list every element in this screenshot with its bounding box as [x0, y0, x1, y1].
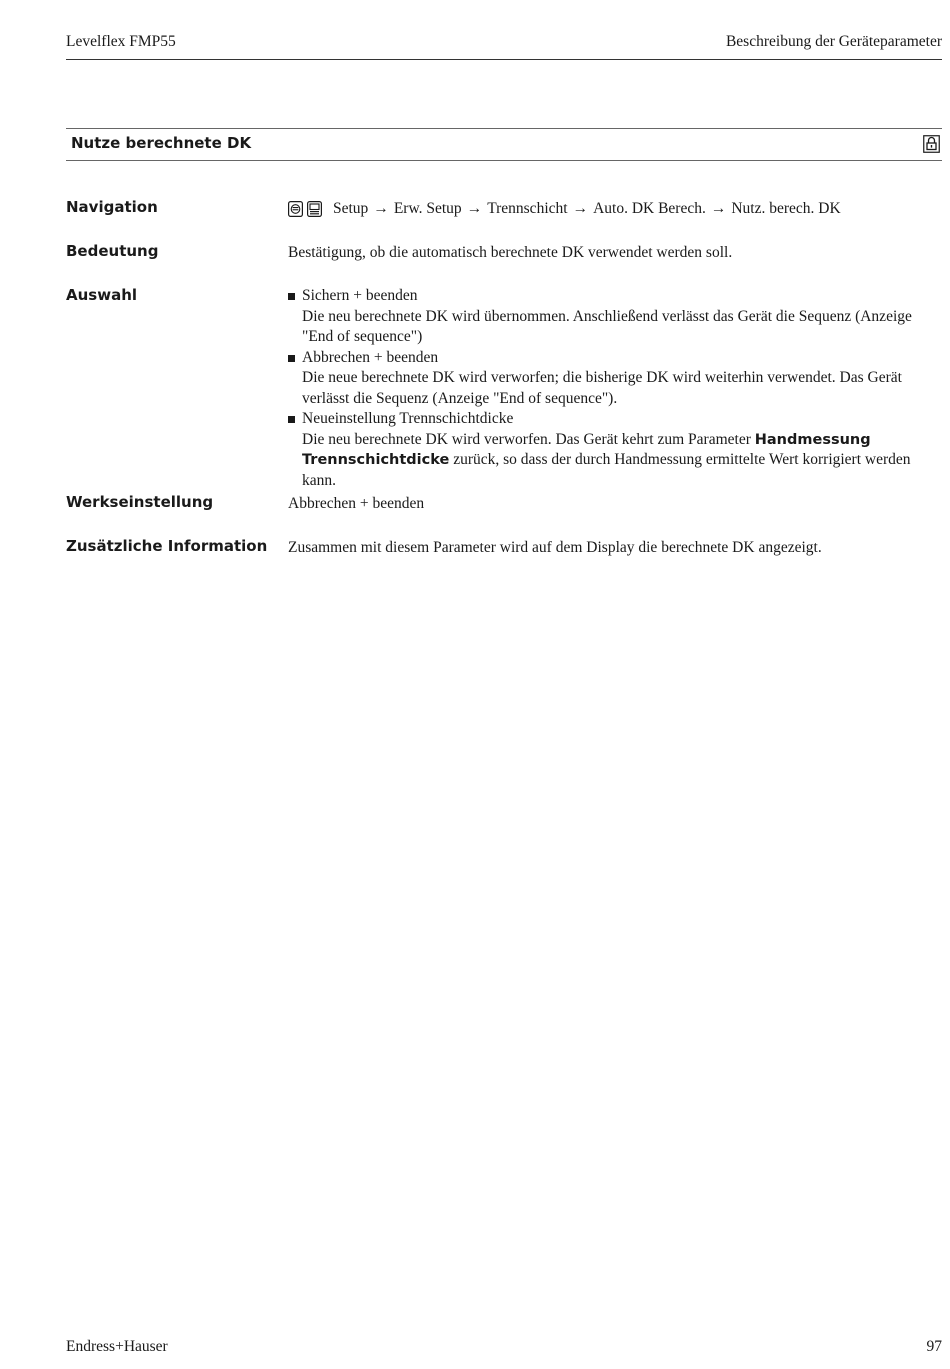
- expert-menu-icon: [288, 201, 303, 217]
- nav-step-erw-setup: Erw. Setup: [393, 200, 462, 217]
- nav-arrow: →: [466, 200, 483, 217]
- bullet: [288, 416, 295, 423]
- parameter-title: Nutze berechnete DK: [71, 134, 252, 152]
- page-header: [66, 32, 942, 60]
- nav-step-trennschicht: Trennschicht: [487, 200, 568, 217]
- nav-arrow: →: [710, 200, 727, 217]
- auswahl-label: Auswahl: [66, 286, 138, 304]
- nav-arrow: →: [572, 200, 589, 217]
- header-section-title: Beschreibung der Geräteparameter: [725, 33, 942, 50]
- option-description: Die neu berechnete DK wird übernommen. Anschließend verlässt das Gerät die Sequenz (Anzeige "End of sequence"): [302, 307, 912, 345]
- zusatz-text: Zusammen mit diesem Parameter wird auf dem Display die berechnete DK angezeigt.: [288, 539, 822, 556]
- bullet: [288, 355, 295, 362]
- bedeutung-text: Bestätigung, ob die automatisch berechnete DK verwendet werden soll.: [288, 244, 733, 261]
- parameter-title-bar: [66, 128, 942, 161]
- option-title: Neueinstellung Trennschichtdicke: [302, 410, 514, 427]
- option-neueinstellung: [288, 409, 944, 491]
- page-number: 97: [926, 1338, 942, 1355]
- option-abbrechen: [288, 348, 944, 410]
- option-desc-pre: Die neu berechnete DK wird verworfen. Das Gerät kehrt zum Parameter: [302, 430, 755, 448]
- bedeutung-label: Bedeutung: [66, 242, 159, 260]
- nav-arrow: →: [373, 200, 389, 217]
- lock-icon: [923, 135, 940, 153]
- bullet: [288, 293, 295, 300]
- auswahl-options: [288, 286, 944, 491]
- option-sichern: [288, 286, 944, 348]
- option-description: Die neue berechnete DK wird verworfen; die bisherige DK wird weiterhin verwendet. Das Gerät verlässt die Sequenz (Anzeige "End of sequence").: [302, 369, 902, 407]
- werkseinstellung-value: Abbrechen + beenden: [288, 495, 425, 512]
- nav-step-auto-dk: Auto. DK Berech.: [593, 200, 706, 217]
- zusatz-label: Zusätzliche Information: [66, 537, 268, 555]
- option-desc-post: zurück, so dass der durch Handmessung ermittelte Wert korrigiert werden kann.: [302, 451, 911, 489]
- nav-step-nutz-dk: Nutz. berech. DK: [731, 200, 841, 217]
- option-title: Sichern + beenden: [302, 287, 418, 304]
- header-product-name: Levelflex FMP55: [66, 33, 176, 50]
- nav-step-setup: Setup: [333, 200, 369, 217]
- werkseinstellung-label: Werkseinstellung: [66, 493, 214, 511]
- footer-company: Endress+Hauser: [66, 1338, 168, 1355]
- display-menu-icon: [307, 201, 322, 217]
- parameter-reference: Handmessung Trennschichtdicke: [302, 431, 871, 468]
- navigation-label: Navigation: [66, 198, 158, 216]
- navigation-path: [288, 199, 944, 220]
- option-title: Abbrechen + beenden: [302, 348, 439, 366]
- option-description: [302, 430, 944, 492]
